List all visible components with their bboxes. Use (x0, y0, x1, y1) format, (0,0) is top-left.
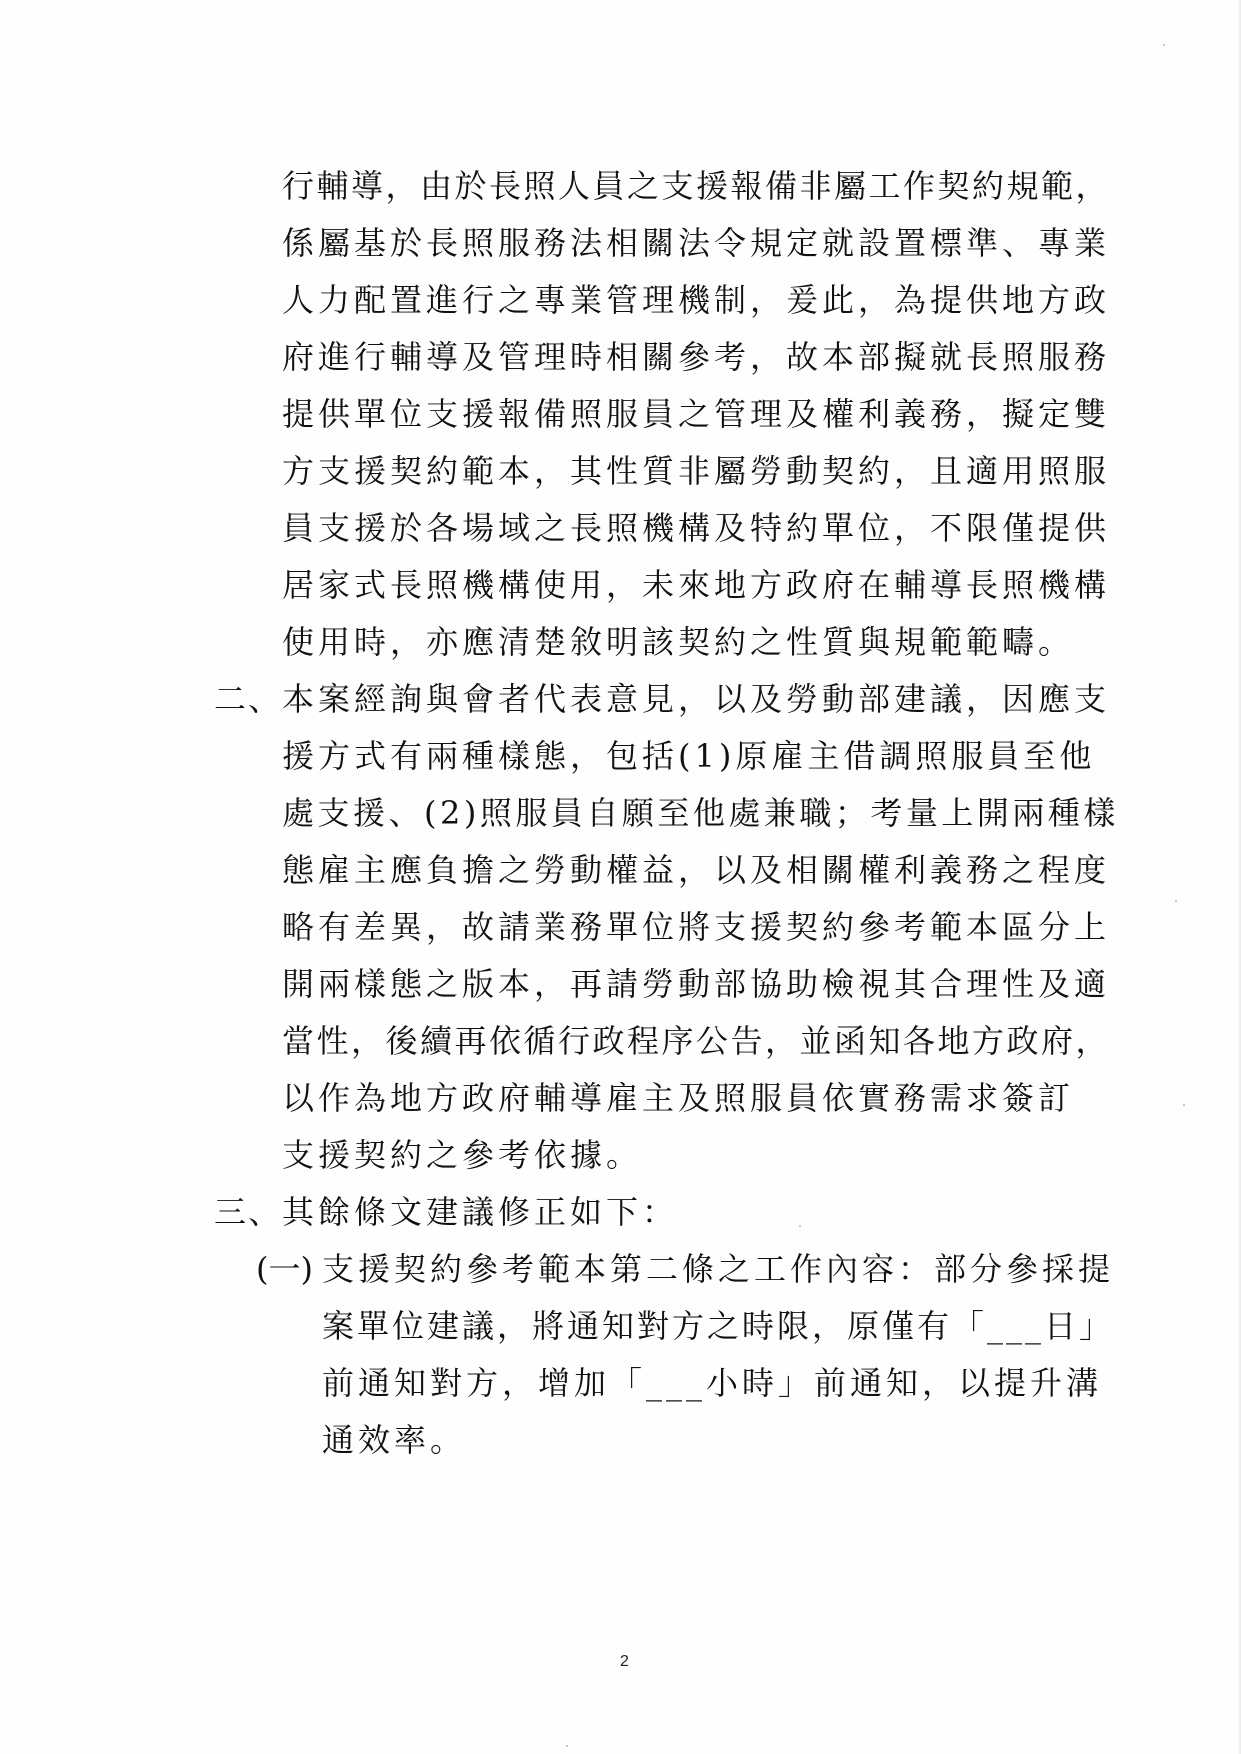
scan-speck (1183, 1104, 1185, 1106)
sub-item-1-line-2: 案單位建議，將通知對方之時限，原僅有「___日」 (322, 1307, 1115, 1345)
scan-speck (1175, 900, 1177, 902)
paragraph-1-line-9: 使用時，亦應清楚敘明該契約之性質與規範範疇。 (282, 623, 1075, 661)
sub-item-1-line-1: 支援契約參考範本第二條之工作內容：部分參採提 (322, 1250, 1115, 1288)
scan-speck (799, 1225, 801, 1227)
paragraph-1-line-2: 係屬基於長照服務法相關法令規定就設置標準、專業 (282, 224, 1111, 262)
scan-speck (1163, 44, 1165, 46)
sub-item-1-line-4: 通效率。 (322, 1421, 467, 1459)
paragraph-1-line-8: 居家式長照機構使用，未來地方政府在輔導長照機構 (282, 566, 1111, 604)
paragraph-1-line-6: 方支援契約範本，其性質非屬勞動契約，且適用照服 (282, 452, 1111, 490)
item-2-line-8: 以作為地方政府輔導雇主及照服員依實務需求簽訂 (282, 1079, 1075, 1117)
item-2-line-5: 略有差異，故請業務單位將支援契約參考範本區分上 (282, 908, 1111, 946)
sub-item-1-line-3: 前通知對方，增加「___小時」前通知，以提升溝 (322, 1364, 1103, 1402)
item-2-line-1: 本案經詢與會者代表意見，以及勞動部建議，因應支 (282, 680, 1111, 718)
scan-speck (566, 1745, 568, 1747)
paragraph-1-line-5: 提供單位支援報備照服員之管理及權利義務，擬定雙 (282, 395, 1111, 433)
item-3-marker: 三、 (214, 1193, 283, 1231)
paragraph-1-line-7: 員支援於各場域之長照機構及特約單位，不限僅提供 (282, 509, 1111, 547)
paragraph-1-line-1: 行輔導，由於長照人員之支援報備非屬工作契約規範， (282, 167, 1111, 205)
item-2-line-7: 當性，後續再依循行政程序公告，並函知各地方政府， (282, 1022, 1111, 1060)
item-2-line-6: 開兩樣態之版本，再請勞動部協助檢視其合理性及適 (282, 965, 1111, 1003)
sub-item-1-marker: (一) (256, 1250, 313, 1288)
paragraph-1-line-4: 府進行輔導及管理時相關參考，故本部擬就長照服務 (282, 338, 1111, 376)
item-2-marker: 二、 (214, 680, 283, 718)
item-2-line-9: 支援契約之參考依據。 (282, 1136, 643, 1174)
paragraph-1-line-3: 人力配置進行之專業管理機制，爰此，為提供地方政 (282, 281, 1111, 319)
item-2-line-2: 援方式有兩種樣態，包括(1)原雇主借調照服員至他 (282, 737, 1096, 775)
item-3-text: 其餘條文建議修正如下： (282, 1193, 679, 1231)
page-number: 2 (620, 1653, 629, 1670)
item-2-line-4: 態雇主應負擔之勞動權益，以及相關權利義務之程度 (282, 851, 1111, 889)
item-2-line-3: 處支援、(2)照服員自願至他處兼職；考量上開兩種樣 (282, 794, 1119, 832)
